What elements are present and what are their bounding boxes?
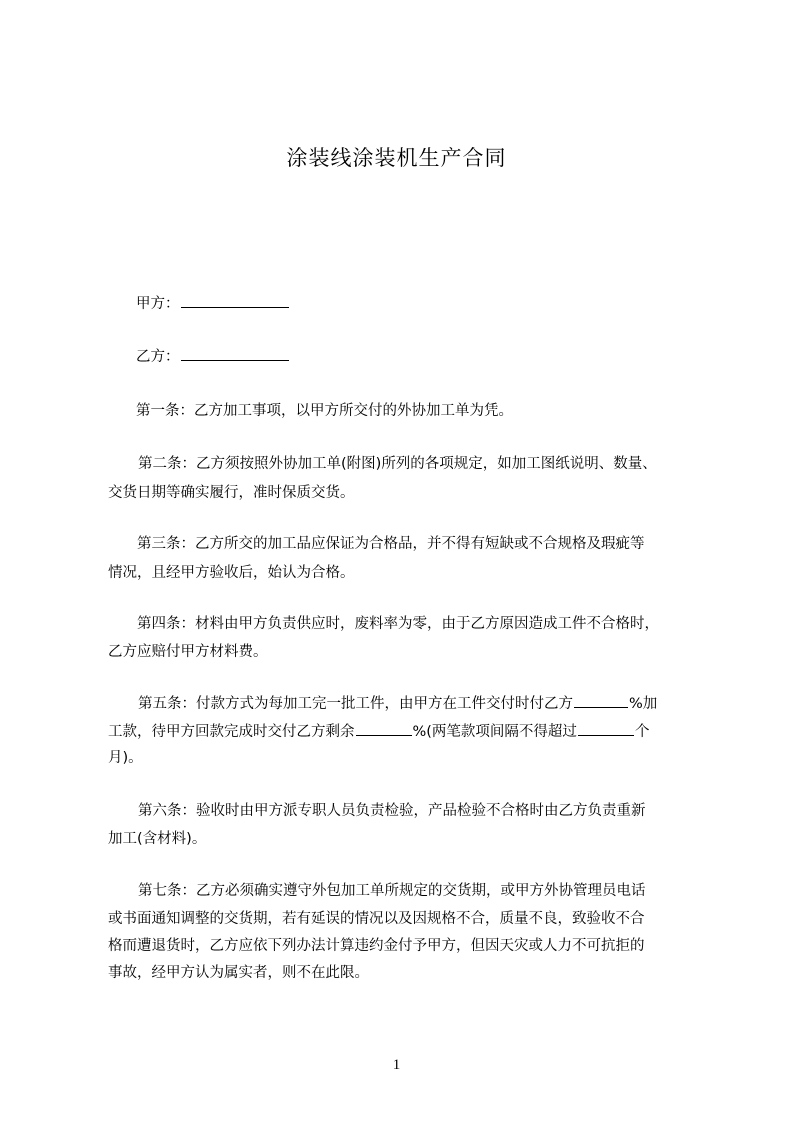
party-a-blank	[181, 306, 289, 308]
clause-5-line-2	[108, 720, 649, 741]
party-a-label: 甲方：	[136, 296, 180, 312]
clause-7-line-4: 事故，经甲方认为属实者，则不在此限。	[108, 965, 369, 981]
party-b-line	[136, 345, 290, 366]
clause-7-line-2: 或书面通知调整的交货期，若有延误的情况以及因规格不合，质量不良，致验收不合	[108, 911, 645, 927]
clause-5-text-e: 个	[634, 724, 650, 740]
party-b-blank	[181, 359, 289, 361]
clause-2-line-1: 第二条：乙方须按照外协加工单(附图)所列的各项规定，如加工图纸说明、数量、	[138, 456, 657, 472]
clause-5-line-1	[138, 692, 657, 713]
clause-5-blank-1	[574, 706, 628, 708]
clause-3-line-1: 第三条：乙方所交的加工品应保证为合格品，并不得有短缺或不合规格及瑕疵等	[137, 536, 645, 552]
clause-4-line-2: 乙方应赔付甲方材料费。	[108, 644, 268, 660]
page-number: 1	[392, 1057, 401, 1073]
document-title: 涂装线涂装机生产合同	[286, 146, 507, 170]
clause-5-text-c: 工款，待甲方回款完成时交付乙方剩余	[108, 724, 355, 740]
clause-4-line-1: 第四条：材料由甲方负责供应时，废料率为零，由于乙方原因造成工件不合格时，	[137, 616, 659, 632]
clause-2-line-2: 交货日期等确实履行，准时保质交货。	[108, 485, 355, 501]
clause-5-blank-3	[578, 734, 634, 736]
clause-5-line-3: 月)。	[108, 750, 143, 766]
clause-5-text-d: %(两笔款项间隔不得超过	[412, 724, 577, 740]
clause-5-text-a: 第五条：付款方式为每加工完一批工件，由甲方在工件交付时付乙方	[138, 696, 573, 712]
party-a-line	[136, 292, 290, 313]
clause-5-text-b: %加	[629, 696, 658, 712]
clause-6-line-1: 第六条：验收时由甲方派专职人员负责检验，产品检验不合格时由乙方负责重新	[138, 803, 646, 819]
clause-3-line-2: 情况，且经甲方验收后，始认为合格。	[108, 565, 355, 581]
clause-1-line-1: 第一条：乙方加工事项，以甲方所交付的外协加工单为凭。	[136, 403, 513, 419]
clause-7-line-1: 第七条：乙方必须确实遵守外包加工单所规定的交货期，或甲方外协管理员电话	[138, 883, 646, 899]
clause-5-blank-2	[356, 734, 412, 736]
clause-6-line-2: 加工(含材料)。	[108, 831, 207, 847]
clause-7-line-3: 格而遭退货时，乙方应依下列办法计算违约金付予甲方，但因天灾或人力不可抗拒的	[108, 938, 645, 954]
party-b-label: 乙方：	[136, 349, 180, 365]
